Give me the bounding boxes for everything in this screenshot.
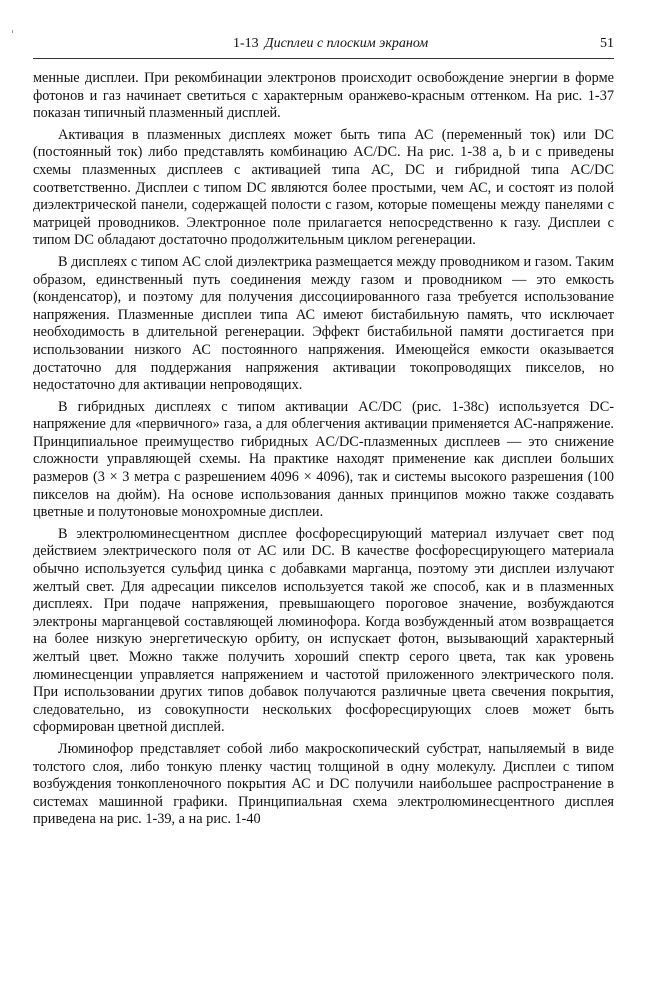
section-title: Дисплеи с плоским экраном — [264, 36, 429, 51]
paragraph-continuation: менные дисплеи. При рекомбинации электронов происходит освобождение энергии в форме фотонов и газ начинает светиться с характерным оранжево-красным оттенком. На рис. 1-37 показан типичный плазменный дисплей. — [33, 70, 614, 122]
paragraph-hybrid-displays: В гибридных дисплеях с типом активации AC/DC (рис. 1-38c) используется DC-напряжение для «первичного» газа, а для облегчения активации применяется АС-напряжение. Принципиальное преимущество гибридных AC/DC-плазменных дисплеев — это снижение сложности управляющей схемы. На практике находят применение как дисплеи больших размеров (3 × 3 метра с разрешением 4096 × 4096), так и системы высокого разрешения (100 пикселов на дюйм). На основе использования данных принципов можно также создавать цветные и полутоновые монохромные дисплеи. — [33, 398, 614, 521]
paragraph-ac-displays: В дисплеях с типом АС слой диэлектрика размещается между проводником и газом. Таким образом, единственный путь соединения между газом и проводником — это емкость (конденсатор), и поэтому для получения диссоциированного газа требуется использование напряжения. Плазменные дисплеи типа АС имеют бистабильную память, что исключает необходимость в длительной регенерации. Эффект бистабильной памяти достигается при использовании низкого АС постоянного напряжения. Имеющейся емкости оказывается достаточно для поддержания напряжения активации токопроводящих пикселов, но недостаточно для активации непроводящих. — [33, 253, 614, 394]
section-heading — [233, 36, 428, 52]
page-number: 51 — [600, 36, 614, 51]
paragraph-activation-types: Активация в плазменных дисплеях может быть типа АС (переменный ток) или DC (постоянный ток) либо представлять комбинацию AC/DC. На рис. 1-38 a, b и c приведены схемы плазменных дисплеев с активацией типа АС, DC и гибридной типа AC/DC соответственно. Дисплеи с типом DC являются более простыми, чем АС, и состоят из полой диэлектрической панели, содержащей полости с газом, которые помещены между панелями с матрицей проводников. Электронное поле прилагается непосредственно к газу. Дисплеи с типом DC обладают достаточно продолжительным циклом регенерации. — [33, 126, 614, 249]
body-text — [33, 70, 614, 833]
running-header — [33, 36, 614, 59]
margin-mark — [12, 30, 13, 33]
section-number: 1-13 — [233, 36, 259, 51]
paragraph-electroluminescent: В электролюминесцентном дисплее фосфоресцирующий материал излучает свет под действием электрического поля от АС или DC. В качестве фосфоресцирующего материала обычно используется сульфид цинка с добавками марганца, поэтому эти дисплеи излучают желтый свет. Для адресации пикселов используется такой же способ, как и в плазменных дисплеях. При подаче напряжения, превышающего пороговое значение, возбуждаются электроны марганцевой составляющей люминофора. Когда возбужденный атом возвращается на более низкую энергетическую орбиту, он испускает фотон, вызывающий характерный желтый цвет. Можно также получить хороший спектр серого цвета, так как уровень люминесценции управляется напряжением и частотой приложенного электрического поля. При использовании других типов добавок получаются различные цвета свечения покрытия, следовательно, из совокупности нескольких фосфоресцирующих слоев может быть сформирован цветной дисплей. — [33, 525, 614, 736]
paragraph-phosphor: Люминофор представляет собой либо макроскопический субстрат, напыляемый в виде толстого слоя, либо тонкую пленку частиц толщиной в одну молекулу. Дисплеи с типом возбуждения тонкопленочного покрытия АС и DC получили наибольшее распространение в системах машинной графики. Принципиальная схема электролюминесцентного дисплея приведена на рис. 1-39, а на рис. 1-40 — [33, 740, 614, 828]
